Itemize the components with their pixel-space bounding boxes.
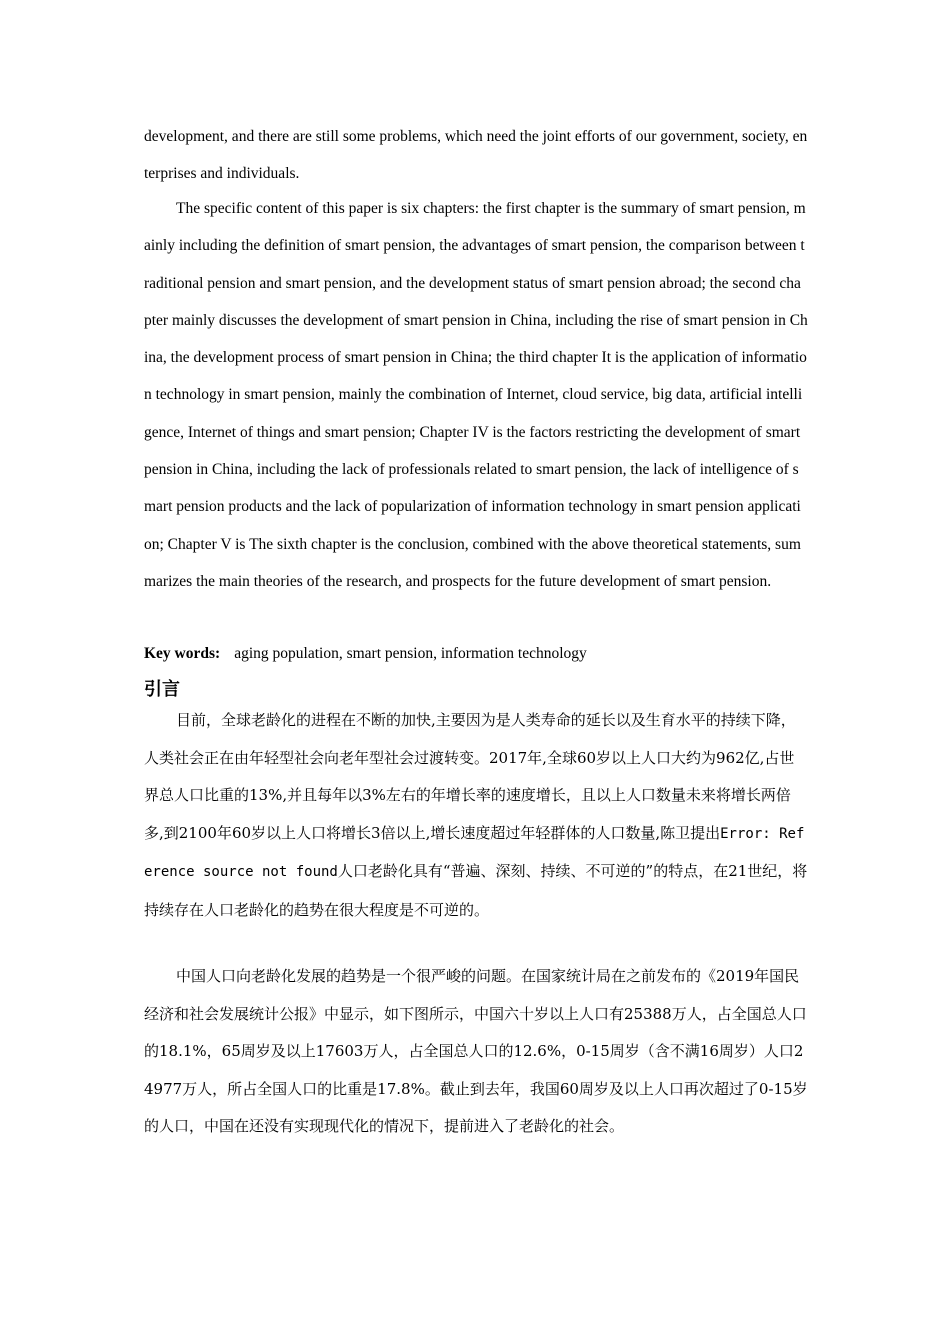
section-heading-introduction: 引言: [144, 679, 180, 700]
abstract-paragraph-chapters: The specific content of this paper is six chapters: the first chapter is the summary of smart pension, mainly including the definition of smart pension, the advantages of smart pension, the comparison between traditional pension and smart pension, and the development status of smart pension abroad; the second chapter mainly discusses the development of smart pension in China, including the rise of smart pension in China, the development process of smart pension in China; the third chapter It is the application of information technology in smart pension, mainly the combination of Internet, cloud service, big data, artificial intelligence, Internet of things and smart pension; Chapter IV is the factors restricting the development of smart pension in China, including the lack of professionals related to smart pension, the lack of intelligence of smart pension products and the lack of popularization of information technology in smart pension application; Chapter V is The sixth chapter is the conclusion, combined with the above theoretical statements, summarizes the main theories of the research, and prospects for the future development of smart pension.: [144, 200, 808, 590]
intro-p1-text-a: 目前，全球老龄化的进程在不断的加快,主要因为是人类寿命的延长以及生育水平的持续下降，人类社会正在由年轻型社会向老年型社会过渡转变。2017年,全球60岁以上人口大约为962亿,占世界总人口比重的13%,并且每年以3%左右的年增长率的速度增长，且以上人口数量未来将增长两倍多,到2100年60岁以上人口将增长3倍以上,增长速度超过年轻群体的人口数量,陈卫提出: [144, 711, 796, 842]
keywords-line: [144, 640, 808, 668]
reference-error-text: Error: Reference source not found: [144, 825, 805, 880]
abstract-paragraph-continuation: development, and there are still some problems, which need the joint efforts of our government, society, enterprises and individuals.: [144, 128, 808, 183]
intro-paragraph-china-aging: 中国人口向老龄化发展的趋势是一个很严峻的问题。在国家统计局在之前发布的《2019年国民经济和社会发展统计公报》中显示，如下图所示，中国六十岁以上人口有25388万人，占全国总人口的18.1%，65周岁及以上17603万人，占全国总人口的12.6%，0-15周岁（含不满16周岁）人口24977万人，所占全国人口的比重是17.8%。截止到去年，我国60周岁及以上人口再次超过了0-15岁的人口，中国在还没有实现现代化的情况下，提前进入了老龄化的社会。: [144, 967, 808, 1135]
intro-p1-text-b: 人口老龄化具有“普遍、深刻、持续、不可逆的”的特点，在21世纪，将持续存在人口老龄化的趋势在很大程度是不可逆的。: [144, 862, 808, 919]
keywords-value: aging population, smart pension, information technology: [234, 645, 587, 662]
keywords-label: Key words:: [144, 645, 221, 662]
intro-paragraph-global-aging: [144, 702, 808, 929]
